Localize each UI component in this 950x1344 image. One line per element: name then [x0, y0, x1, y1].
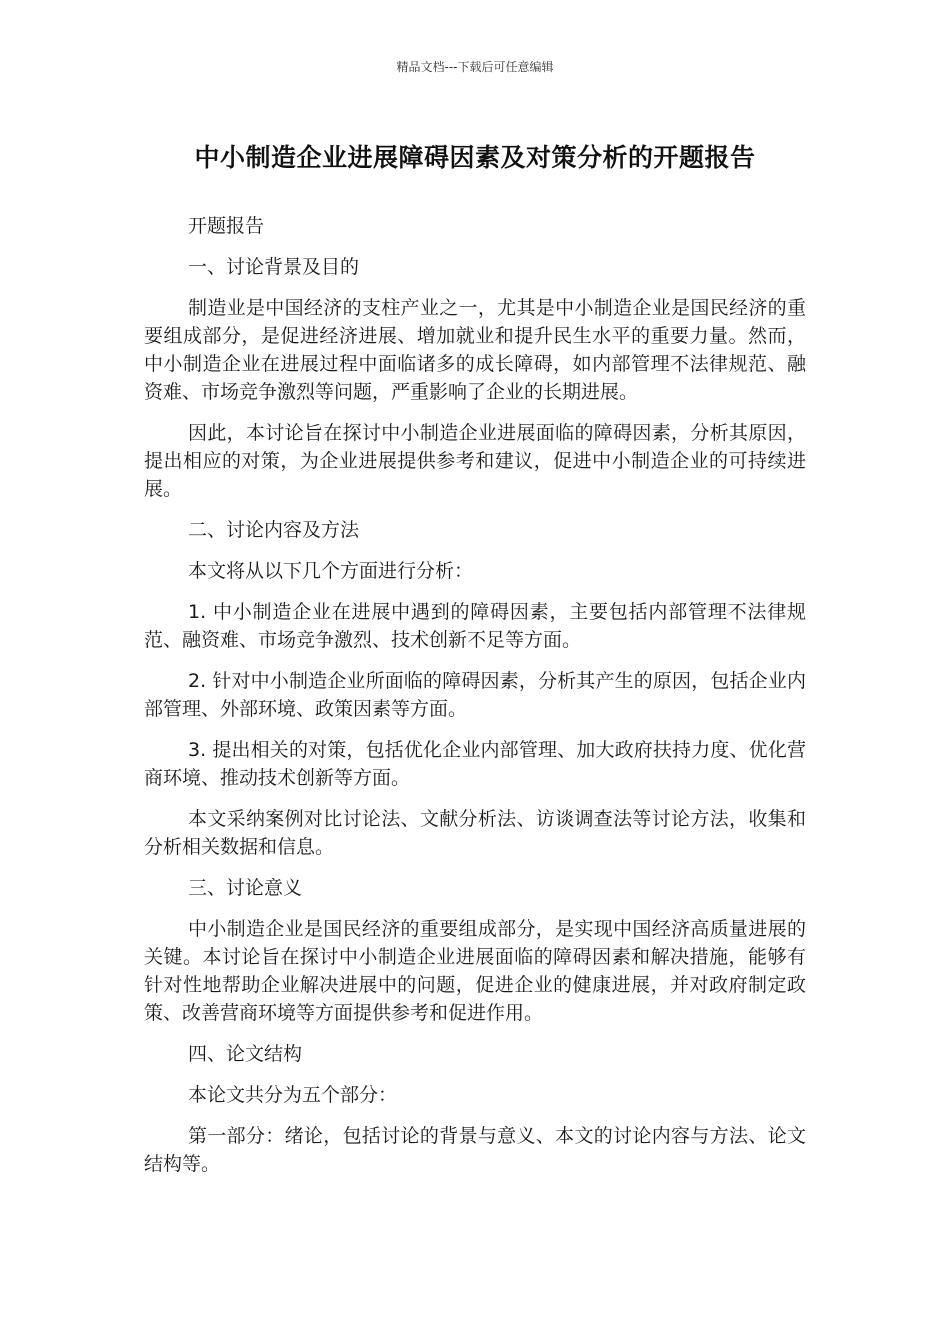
document-title: 中小制造企业进展障碍因素及对策分析的开题报告 — [194, 143, 756, 172]
list-item: 1. 中小制造企业在进展中遇到的障碍因素，主要包括内部管理不法律规范、融资难、市场竞争激烈、技术创新不足等方面。 — [144, 601, 806, 651]
list-item: 3. 提出相关的对策，包括优化企业内部管理、加大政府扶持力度、优化营商环境、推动技术创新等方面。 — [144, 739, 806, 789]
paragraph-report-label: 开题报告 — [188, 215, 265, 237]
page-header: 精品文档---下载后可任意编辑 — [396, 60, 554, 74]
paragraph: 本文将从以下几个方面进行分析： — [188, 560, 474, 582]
paragraph: 中小制造企业是国民经济的重要组成部分，是实现中国经济高质量进展的关键。本讨论旨在探讨中小制造企业进展面临的障碍因素和解决措施，能够有针对性地帮助企业解决进展中的问题，促进企业的健康进展，并对政府制定政策、改善营商环境等方面提供参考和促进作用。 — [144, 918, 806, 1024]
paragraph: 第一部分：绪论，包括讨论的背景与意义、本文的讨论内容与方法、论文结构等。 — [144, 1125, 806, 1175]
paragraph: 本论文共分为五个部分： — [188, 1084, 398, 1106]
section-heading-significance: 三、讨论意义 — [188, 877, 303, 899]
document-body — [144, 212, 806, 1191]
list-item: 2. 针对中小制造企业所面临的障碍因素，分析其产生的原因，包括企业内部管理、外部环境、政策因素等方面。 — [144, 670, 806, 720]
paragraph: 本文采纳案例对比讨论法、文献分析法、访谈调查法等讨论方法，收集和分析相关数据和信息。 — [144, 808, 806, 858]
paragraph: 因此，本讨论旨在探讨中小制造企业进展面临的障碍因素，分析其原因，提出相应的对策，为企业进展提供参考和建议，促进中小制造企业的可持续进展。 — [144, 422, 806, 500]
section-heading-structure: 四、论文结构 — [188, 1043, 303, 1065]
section-heading-background: 一、讨论背景及目的 — [188, 256, 360, 278]
paragraph: 制造业是中国经济的支柱产业之一，尤其是中小制造企业是国民经济的重要组成部分，是促进经济进展、增加就业和提升民生水平的重要力量。然而，中小制造企业在进展过程中面临诸多的成长障碍，如内部管理不法律规范、融资难、市场竞争激烈等问题，严重影响了企业的长期进展。 — [144, 297, 806, 403]
section-heading-content-methods: 二、讨论内容及方法 — [188, 519, 360, 541]
